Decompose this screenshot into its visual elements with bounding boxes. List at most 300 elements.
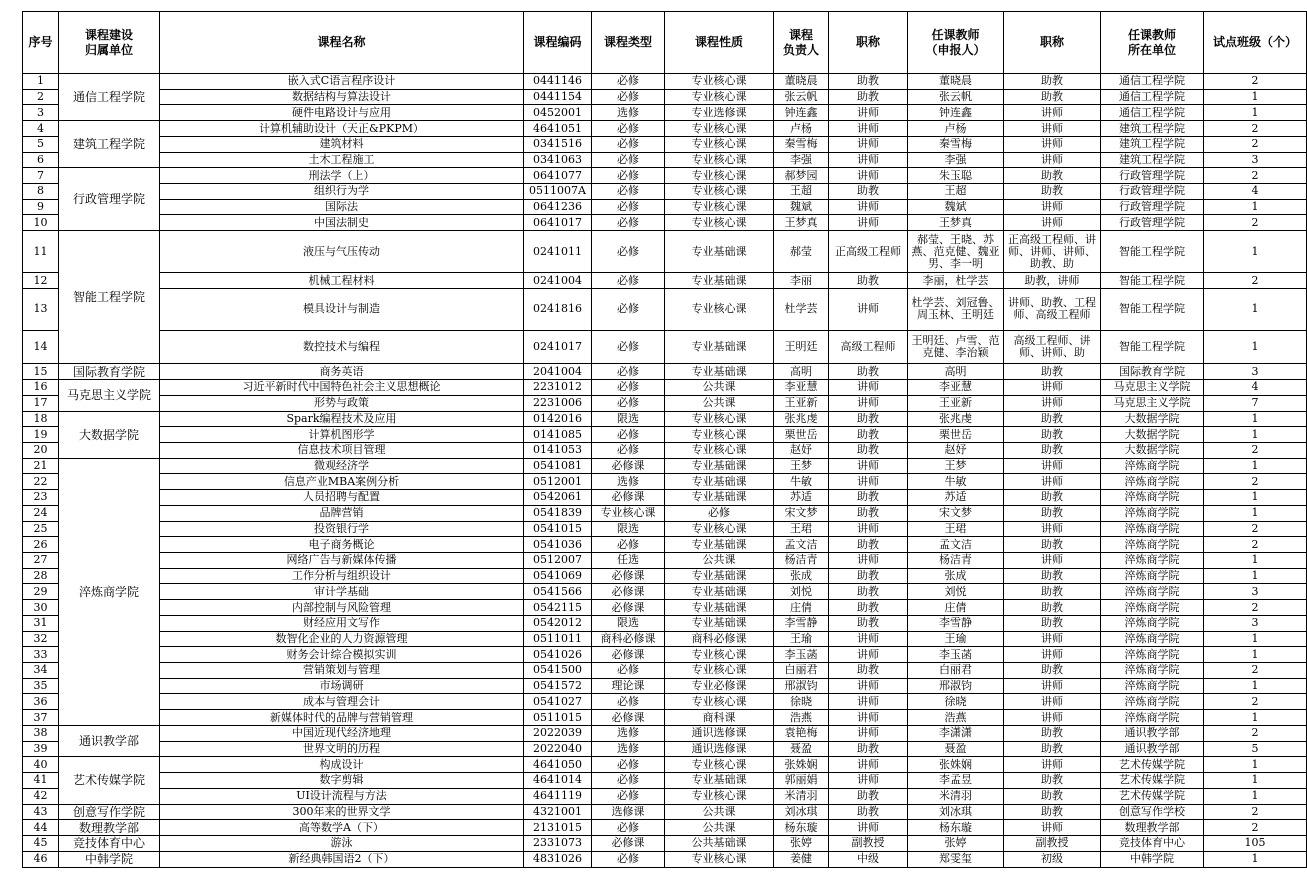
cell-teacher: 王超 [908,184,1004,200]
cell-teacher-unit: 行政管理学院 [1101,199,1204,215]
cell-teacher-unit: 马克思主义学院 [1101,380,1204,396]
cell-course-nature: 专业核心课 [665,121,774,137]
cell-course-lead: 杨东璇 [774,820,829,836]
cell-course-nature: 通识选修课 [665,725,774,741]
cell-lead-title: 助教 [829,804,908,820]
cell-course-lead: 王瑜 [774,631,829,647]
cell-teacher: 牛敏 [908,474,1004,490]
cell-teacher: 聂盈 [908,741,1004,757]
cell-course-type: 必修 [592,694,665,710]
cell-course-type: 必修 [592,380,665,396]
cell-pilot-classes: 2 [1204,442,1307,458]
cell-course-nature: 商科课 [665,710,774,726]
cell-course-lead: 王珺 [774,521,829,537]
cell-teacher: 张云帆 [908,89,1004,105]
cell-teacher: 张姝娴 [908,757,1004,773]
cell-course-lead: 钟连鑫 [774,105,829,121]
cell-pilot-classes: 3 [1204,615,1307,631]
cell-course-nature: 专业核心课 [665,427,774,443]
table-row [23,600,1307,616]
cell-teacher-title: 讲师 [1004,105,1101,121]
cell-lead-title: 讲师 [829,553,908,569]
cell-course-code: 4321001 [524,804,592,820]
cell-course-lead: 栗世岳 [774,427,829,443]
cell-index: 17 [23,395,59,411]
table-row [23,678,1307,694]
cell-teacher-title: 助教 [1004,615,1101,631]
cell-index: 1 [23,74,59,90]
cell-course-type: 限选 [592,615,665,631]
cell-teacher: 白丽君 [908,663,1004,679]
cell-course-code: 2041004 [524,364,592,380]
cell-index: 43 [23,804,59,820]
cell-index: 40 [23,757,59,773]
cell-course-name: 嵌入式C语言程序设计 [160,74,524,90]
cell-course-nature: 专业核心课 [665,215,774,231]
cell-index: 34 [23,663,59,679]
cell-teacher-title: 助教 [1004,788,1101,804]
cell-teacher-title: 讲师 [1004,678,1101,694]
cell-course-name: 商务英语 [160,364,524,380]
cell-course-nature: 专业基础课 [665,273,774,289]
cell-teacher-title: 助教 [1004,89,1101,105]
table-row [23,442,1307,458]
cell-lead-title: 讲师 [829,395,908,411]
cell-unit: 艺术传媒学院 [59,757,160,804]
cell-teacher-title: 讲师 [1004,380,1101,396]
cell-course-code: 0441146 [524,74,592,90]
cell-index: 26 [23,537,59,553]
table-row [23,330,1307,364]
table-row [23,647,1307,663]
cell-course-name: 习近平新时代中国特色社会主义思想概论 [160,380,524,396]
cell-course-nature: 公共基础课 [665,835,774,851]
cell-lead-title: 中级 [829,851,908,867]
table-row [23,215,1307,231]
cell-course-name: 300年来的世界文学 [160,804,524,820]
cell-course-code: 0541036 [524,537,592,553]
cell-unit: 创意写作学院 [59,804,160,820]
cell-index: 46 [23,851,59,867]
cell-course-name: 游泳 [160,835,524,851]
cell-course-lead: 董晓晨 [774,74,829,90]
header-pilot-classes: 试点班级（个） [1204,12,1307,74]
cell-course-code: 2331073 [524,835,592,851]
cell-lead-title: 助教 [829,537,908,553]
cell-lead-title: 助教 [829,741,908,757]
table-row [23,89,1307,105]
cell-pilot-classes: 2 [1204,600,1307,616]
cell-pilot-classes: 2 [1204,168,1307,184]
cell-pilot-classes: 1 [1204,631,1307,647]
cell-course-code: 2022040 [524,741,592,757]
cell-course-type: 选修课 [592,804,665,820]
cell-teacher: 李强 [908,152,1004,168]
cell-course-code: 4641014 [524,773,592,789]
cell-course-lead: 王梦真 [774,215,829,231]
cell-course-lead: 李强 [774,152,829,168]
cell-pilot-classes: 2 [1204,121,1307,137]
cell-teacher-title: 助教 [1004,168,1101,184]
cell-teacher: 刘悦 [908,584,1004,600]
cell-lead-title: 讲师 [829,152,908,168]
cell-course-lead: 刘悦 [774,584,829,600]
cell-pilot-classes: 105 [1204,835,1307,851]
cell-course-lead: 聂盈 [774,741,829,757]
table-row [23,788,1307,804]
cell-pilot-classes: 1 [1204,490,1307,506]
cell-teacher-unit: 行政管理学院 [1101,215,1204,231]
cell-teacher-title: 讲师 [1004,553,1101,569]
cell-course-lead: 袁艳梅 [774,725,829,741]
cell-teacher-title: 助教 [1004,773,1101,789]
cell-course-code: 0541027 [524,694,592,710]
cell-course-code: 0641017 [524,215,592,231]
cell-index: 10 [23,215,59,231]
cell-teacher: 浩燕 [908,710,1004,726]
cell-pilot-classes: 7 [1204,395,1307,411]
cell-index: 4 [23,121,59,137]
cell-pilot-classes: 2 [1204,136,1307,152]
cell-index: 9 [23,199,59,215]
cell-teacher: 宋文梦 [908,505,1004,521]
cell-pilot-classes: 2 [1204,474,1307,490]
cell-pilot-classes: 1 [1204,568,1307,584]
cell-course-nature: 专业基础课 [665,330,774,364]
cell-course-name: 刑法学（上） [160,168,524,184]
cell-pilot-classes: 2 [1204,537,1307,553]
table-row [23,710,1307,726]
cell-lead-title: 助教 [829,442,908,458]
table-row [23,121,1307,137]
cell-course-code: 0641236 [524,199,592,215]
cell-course-code: 0641077 [524,168,592,184]
header-lead-title: 职称 [829,12,908,74]
cell-index: 29 [23,584,59,600]
cell-course-lead: 张婷 [774,835,829,851]
cell-teacher-unit: 淬炼商学院 [1101,537,1204,553]
cell-lead-title: 助教 [829,663,908,679]
cell-course-code: 0541015 [524,521,592,537]
cell-course-type: 必修课 [592,584,665,600]
cell-course-code: 0541081 [524,458,592,474]
cell-lead-title: 讲师 [829,725,908,741]
cell-lead-title: 助教 [829,273,908,289]
cell-course-name: 人员招聘与配置 [160,490,524,506]
cell-teacher: 朱玉聪 [908,168,1004,184]
cell-course-nature: 专业选修课 [665,105,774,121]
cell-course-name: 硬件电路设计与应用 [160,105,524,121]
cell-unit: 竞技体育中心 [59,835,160,851]
cell-teacher: 李丽，杜学芸 [908,273,1004,289]
cell-teacher-unit: 大数据学院 [1101,442,1204,458]
cell-course-lead: 魏斌 [774,199,829,215]
cell-pilot-classes: 2 [1204,521,1307,537]
cell-course-type: 必修 [592,288,665,330]
cell-teacher-unit: 淬炼商学院 [1101,490,1204,506]
cell-course-nature: 专业核心课 [665,136,774,152]
cell-teacher-title: 讲师 [1004,199,1101,215]
cell-course-code: 0511015 [524,710,592,726]
header-unit: 课程建设 归属单位 [59,12,160,74]
cell-course-lead: 姜健 [774,851,829,867]
cell-course-type: 必修 [592,773,665,789]
cell-course-name: 工作分析与组织设计 [160,568,524,584]
cell-pilot-classes: 1 [1204,678,1307,694]
cell-teacher: 栗世岳 [908,427,1004,443]
cell-course-code: 4641051 [524,121,592,137]
cell-course-code: 4831026 [524,851,592,867]
cell-teacher-unit: 淬炼商学院 [1101,568,1204,584]
cell-course-type: 必修 [592,215,665,231]
cell-teacher-unit: 通识教学部 [1101,725,1204,741]
cell-pilot-classes: 1 [1204,199,1307,215]
cell-teacher-title: 副教授 [1004,835,1101,851]
cell-course-code: 0511011 [524,631,592,647]
cell-teacher-title: 助教 [1004,584,1101,600]
cell-course-type: 必修 [592,820,665,836]
cell-teacher-unit: 行政管理学院 [1101,168,1204,184]
cell-course-lead: 郝莹 [774,231,829,273]
cell-teacher-unit: 淬炼商学院 [1101,584,1204,600]
table-row [23,568,1307,584]
cell-lead-title: 讲师 [829,380,908,396]
cell-course-code: 0142016 [524,411,592,427]
cell-course-name: 数控技术与编程 [160,330,524,364]
cell-lead-title: 讲师 [829,631,908,647]
cell-teacher-unit: 智能工程学院 [1101,330,1204,364]
table-row [23,725,1307,741]
table-row [23,184,1307,200]
cell-teacher-unit: 数理教学部 [1101,820,1204,836]
cell-course-lead: 孟文洁 [774,537,829,553]
cell-course-type: 必修 [592,89,665,105]
cell-index: 25 [23,521,59,537]
cell-lead-title: 正高级工程师 [829,231,908,273]
cell-lead-title: 助教 [829,427,908,443]
cell-teacher: 苏适 [908,490,1004,506]
cell-course-type: 必修课 [592,600,665,616]
cell-course-type: 必修 [592,442,665,458]
header-teacher-title: 职称 [1004,12,1101,74]
cell-teacher-unit: 艺术传媒学院 [1101,757,1204,773]
cell-teacher-title: 讲师 [1004,136,1101,152]
cell-course-type: 必修 [592,273,665,289]
cell-course-code: 0141085 [524,427,592,443]
cell-teacher: 孟文洁 [908,537,1004,553]
cell-course-code: 0541566 [524,584,592,600]
cell-course-code: 0141053 [524,442,592,458]
table-row [23,663,1307,679]
cell-teacher-unit: 通信工程学院 [1101,74,1204,90]
cell-teacher-unit: 创意写作学校 [1101,804,1204,820]
cell-course-lead: 王明廷 [774,330,829,364]
cell-course-name: 电子商务概论 [160,537,524,553]
cell-course-nature: 通识选修课 [665,741,774,757]
cell-teacher: 张成 [908,568,1004,584]
header-course-type: 课程类型 [592,12,665,74]
cell-course-type: 限选 [592,411,665,427]
cell-index: 13 [23,288,59,330]
cell-pilot-classes: 1 [1204,411,1307,427]
table-row [23,835,1307,851]
cell-course-nature: 专业核心课 [665,411,774,427]
cell-course-name: 新媒体时代的品牌与营销管理 [160,710,524,726]
cell-lead-title: 助教 [829,411,908,427]
cell-index: 12 [23,273,59,289]
cell-course-nature: 专业基础课 [665,773,774,789]
cell-course-nature: 专业基础课 [665,458,774,474]
cell-teacher-unit: 淬炼商学院 [1101,678,1204,694]
cell-pilot-classes: 2 [1204,273,1307,289]
cell-teacher-title: 助教 [1004,490,1101,506]
cell-course-lead: 杨洁青 [774,553,829,569]
cell-course-code: 2022039 [524,725,592,741]
cell-index: 31 [23,615,59,631]
cell-course-type: 必修 [592,537,665,553]
cell-course-lead: 苏适 [774,490,829,506]
cell-teacher: 杨洁青 [908,553,1004,569]
cell-teacher: 王珺 [908,521,1004,537]
cell-teacher-title: 讲师 [1004,458,1101,474]
table-row [23,74,1307,90]
cell-teacher: 米清羽 [908,788,1004,804]
cell-course-nature: 公共课 [665,820,774,836]
cell-unit: 通信工程学院 [59,74,160,121]
cell-index: 36 [23,694,59,710]
cell-teacher: 张兆虔 [908,411,1004,427]
cell-pilot-classes: 1 [1204,288,1307,330]
cell-teacher-unit: 淬炼商学院 [1101,600,1204,616]
table-row [23,395,1307,411]
cell-lead-title: 助教 [829,505,908,521]
cell-teacher-unit: 建筑工程学院 [1101,121,1204,137]
cell-teacher-title: 讲师 [1004,631,1101,647]
cell-course-lead: 李亚慧 [774,380,829,396]
cell-course-code: 0441154 [524,89,592,105]
cell-lead-title: 讲师 [829,458,908,474]
cell-index: 19 [23,427,59,443]
cell-course-lead: 米清羽 [774,788,829,804]
cell-course-type: 必修 [592,330,665,364]
cell-teacher-unit: 通信工程学院 [1101,105,1204,121]
cell-course-nature: 专业核心课 [665,168,774,184]
cell-teacher-title: 助教 [1004,364,1101,380]
cell-teacher-unit: 淬炼商学院 [1101,663,1204,679]
cell-index: 41 [23,773,59,789]
table-row [23,364,1307,380]
cell-pilot-classes: 2 [1204,804,1307,820]
cell-teacher: 王瑜 [908,631,1004,647]
cell-teacher-unit: 建筑工程学院 [1101,136,1204,152]
cell-pilot-classes: 3 [1204,364,1307,380]
cell-course-type: 专业核心课 [592,505,665,521]
cell-unit: 大数据学院 [59,411,160,458]
cell-teacher: 庄倩 [908,600,1004,616]
cell-lead-title: 讲师 [829,678,908,694]
cell-teacher-title: 助教 [1004,568,1101,584]
cell-pilot-classes: 1 [1204,427,1307,443]
cell-course-name: 土木工程施工 [160,152,524,168]
cell-index: 5 [23,136,59,152]
table-header [23,12,1307,74]
cell-lead-title: 讲师 [829,710,908,726]
cell-course-lead: 杜学芸 [774,288,829,330]
cell-index: 11 [23,231,59,273]
cell-teacher-unit: 淬炼商学院 [1101,553,1204,569]
cell-course-name: 高等数学A（下） [160,820,524,836]
cell-course-lead: 高明 [774,364,829,380]
cell-unit: 数理教学部 [59,820,160,836]
table-row [23,615,1307,631]
table-row [23,411,1307,427]
cell-unit: 马克思主义学院 [59,380,160,411]
cell-course-type: 必修课 [592,835,665,851]
cell-teacher: 秦雪梅 [908,136,1004,152]
cell-course-code: 4641119 [524,788,592,804]
cell-index: 6 [23,152,59,168]
cell-teacher: 李潇潇 [908,725,1004,741]
cell-course-name: UI设计流程与方法 [160,788,524,804]
cell-course-type: 必修 [592,121,665,137]
cell-teacher: 杨东璇 [908,820,1004,836]
table-row [23,757,1307,773]
cell-course-name: 信息产业MBA案例分析 [160,474,524,490]
cell-course-code: 0241004 [524,273,592,289]
cell-teacher-unit: 国际教育学院 [1101,364,1204,380]
cell-lead-title: 助教 [829,364,908,380]
cell-course-nature: 专业基础课 [665,615,774,631]
cell-index: 15 [23,364,59,380]
cell-course-code: 2231012 [524,380,592,396]
table-row [23,427,1307,443]
cell-course-code: 2231006 [524,395,592,411]
cell-teacher: 徐晓 [908,694,1004,710]
cell-teacher-unit: 淬炼商学院 [1101,710,1204,726]
cell-course-nature: 专业核心课 [665,788,774,804]
table-row [23,521,1307,537]
cell-teacher: 魏斌 [908,199,1004,215]
cell-course-type: 必修 [592,364,665,380]
table-row [23,804,1307,820]
cell-pilot-classes: 1 [1204,458,1307,474]
cell-pilot-classes: 4 [1204,184,1307,200]
cell-course-type: 必修 [592,152,665,168]
cell-course-type: 理论课 [592,678,665,694]
cell-teacher-title: 助教 [1004,411,1101,427]
cell-course-lead: 庄倩 [774,600,829,616]
cell-unit: 行政管理学院 [59,168,160,231]
cell-index: 14 [23,330,59,364]
cell-course-nature: 专业基础课 [665,537,774,553]
cell-course-lead: 牛敏 [774,474,829,490]
cell-course-type: 必修课 [592,647,665,663]
cell-teacher-unit: 艺术传媒学院 [1101,788,1204,804]
cell-course-code: 0241017 [524,330,592,364]
cell-teacher: 郝莹、王晓、苏燕、范克健、魏亚男、李一明 [908,231,1004,273]
cell-course-nature: 专业基础课 [665,584,774,600]
table-row [23,273,1307,289]
table-row [23,773,1307,789]
cell-lead-title: 助教 [829,89,908,105]
cell-index: 28 [23,568,59,584]
cell-course-name: 内部控制与风险管理 [160,600,524,616]
cell-course-name: 营销策划与管理 [160,663,524,679]
cell-course-nature: 专业核心课 [665,663,774,679]
cell-pilot-classes: 1 [1204,757,1307,773]
cell-teacher: 王梦 [908,458,1004,474]
cell-course-name: 网络广告与新媒体传播 [160,553,524,569]
